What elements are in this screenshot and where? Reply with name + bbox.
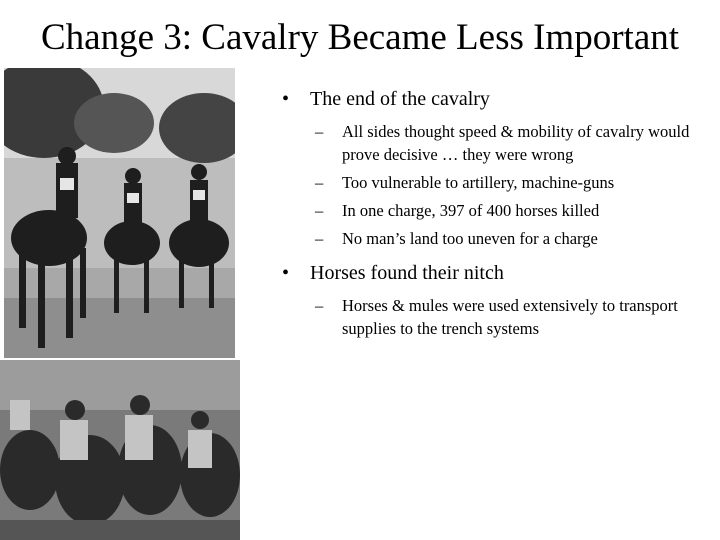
sub-bullet-text: No man’s land too uneven for a charge — [342, 229, 598, 248]
sub-bullet-text: Horses & mules were used extensively to transport supplies to the trench systems — [342, 296, 678, 338]
mounted-soldiers-photo — [0, 360, 240, 540]
sub-bullet-item — [282, 120, 712, 166]
bullet-item — [282, 86, 712, 112]
sub-bullet-item — [282, 294, 712, 340]
bullet-list — [282, 86, 712, 345]
sub-bullet-text: All sides thought speed & mobility of cavalry would prove decisive … they were wrong — [342, 122, 690, 164]
bullet-icon: • — [282, 262, 290, 284]
sub-bullet-text: Too vulnerable to artillery, machine-guns — [342, 173, 615, 192]
bullet-icon: • — [282, 88, 290, 110]
dash-icon: – — [315, 296, 324, 315]
cavalry-parade-photo — [4, 68, 235, 358]
slide-title: Change 3: Cavalry Became Less Important — [40, 17, 680, 58]
sub-bullet-item — [282, 199, 712, 222]
dash-icon: – — [315, 229, 324, 248]
sub-bullet-item — [282, 227, 712, 250]
dash-icon: – — [315, 201, 324, 220]
sub-bullet-text: In one charge, 397 of 400 horses killed — [342, 201, 600, 220]
dash-icon: – — [315, 173, 324, 192]
bullet-text: The end of the cavalry — [310, 88, 490, 110]
dash-icon: – — [315, 122, 324, 141]
bullet-item — [282, 260, 712, 286]
bullet-text: Horses found their nitch — [310, 262, 504, 284]
sub-bullet-item — [282, 171, 712, 194]
